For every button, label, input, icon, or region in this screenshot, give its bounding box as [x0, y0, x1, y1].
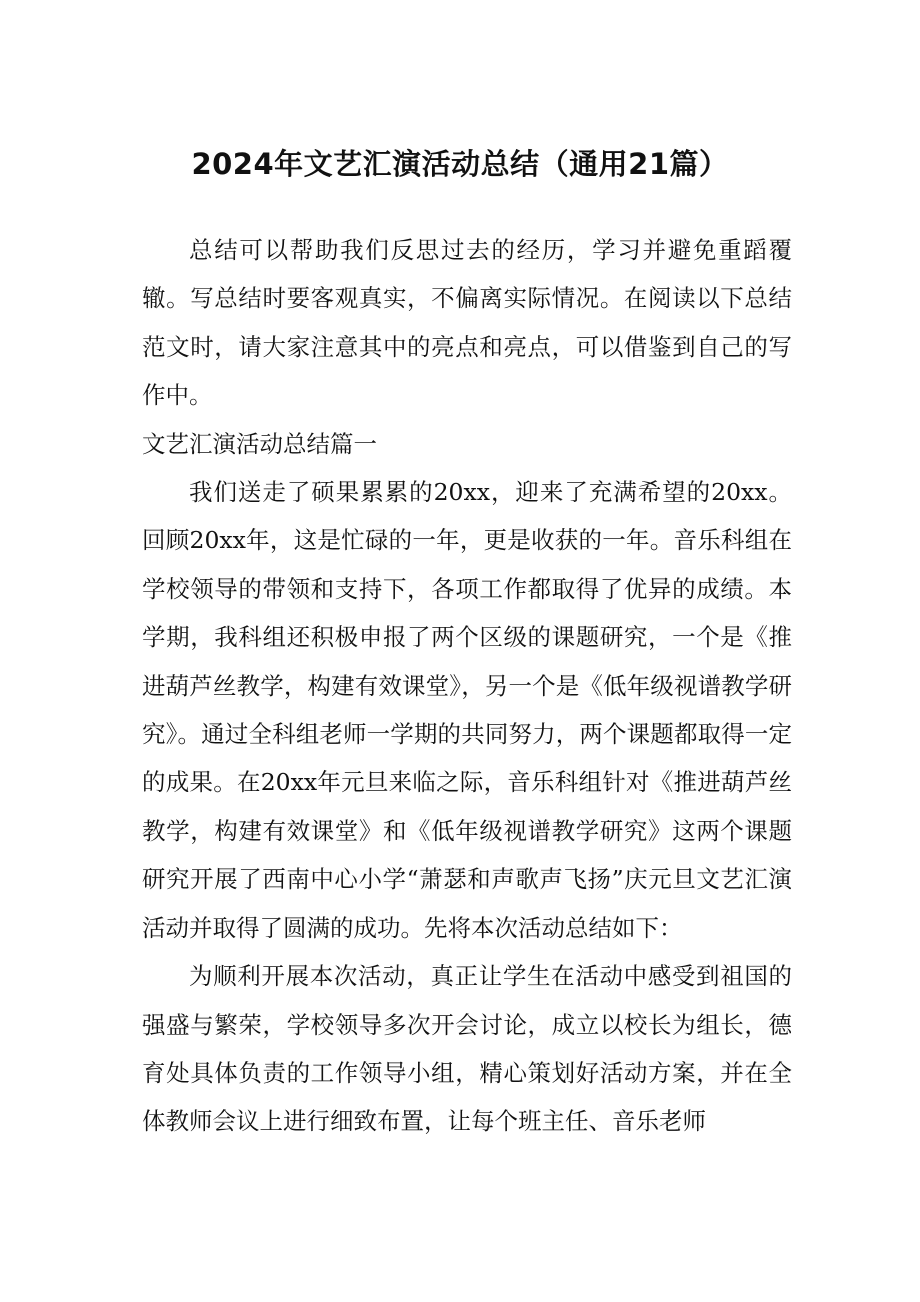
section-heading: 文艺汇演活动总结篇一	[142, 429, 377, 458]
intro-paragraph: 总结可以帮助我们反思过去的经历，学习并避免重蹈覆辙。写总结时要客观真实，不偏离实际情况。在阅读以下总结范文时，请大家注意其中的亮点和亮点，可以借鉴到自己的写作中。	[142, 236, 792, 410]
document-body	[142, 226, 792, 1146]
body-paragraph-2: 为顺利开展本次活动，真正让学生在活动中感受到祖国的强盛与繁荣，学校领导多次开会讨论，成立以校长为组长，德育处具体负责的工作领导小组，精心策划好活动方案，并在全体教师会议上进行细致布置，让每个班主任、音乐老师	[142, 962, 792, 1136]
body-paragraph-1: 我们送走了硕果累累的20xx，迎来了充满希望的20xx。回顾20xx年，这是忙碌的一年，更是收获的一年。音乐科组在学校领导的带领和支持下，各项工作都取得了优异的成绩。本学期，我科组还积极申报了两个区级的课题研究，一个是《推进葫芦丝教学，构建有效课堂》，另一个是《低年级视谱教学研究》。通过全科组老师一学期的共同努力，两个课题都取得一定的成果。在20xx年元旦来临之际，音乐科组针对《推进葫芦丝教学，构建有效课堂》和《低年级视谱教学研究》这两个课题研究开展了西南中心小学“萧瑟和声歌声飞扬”庆元旦文艺汇演活动并取得了圆满的成功。先将本次活动总结如下：	[142, 478, 792, 942]
document-title: 2024年文艺汇演活动总结（通用21篇）	[191, 147, 729, 181]
